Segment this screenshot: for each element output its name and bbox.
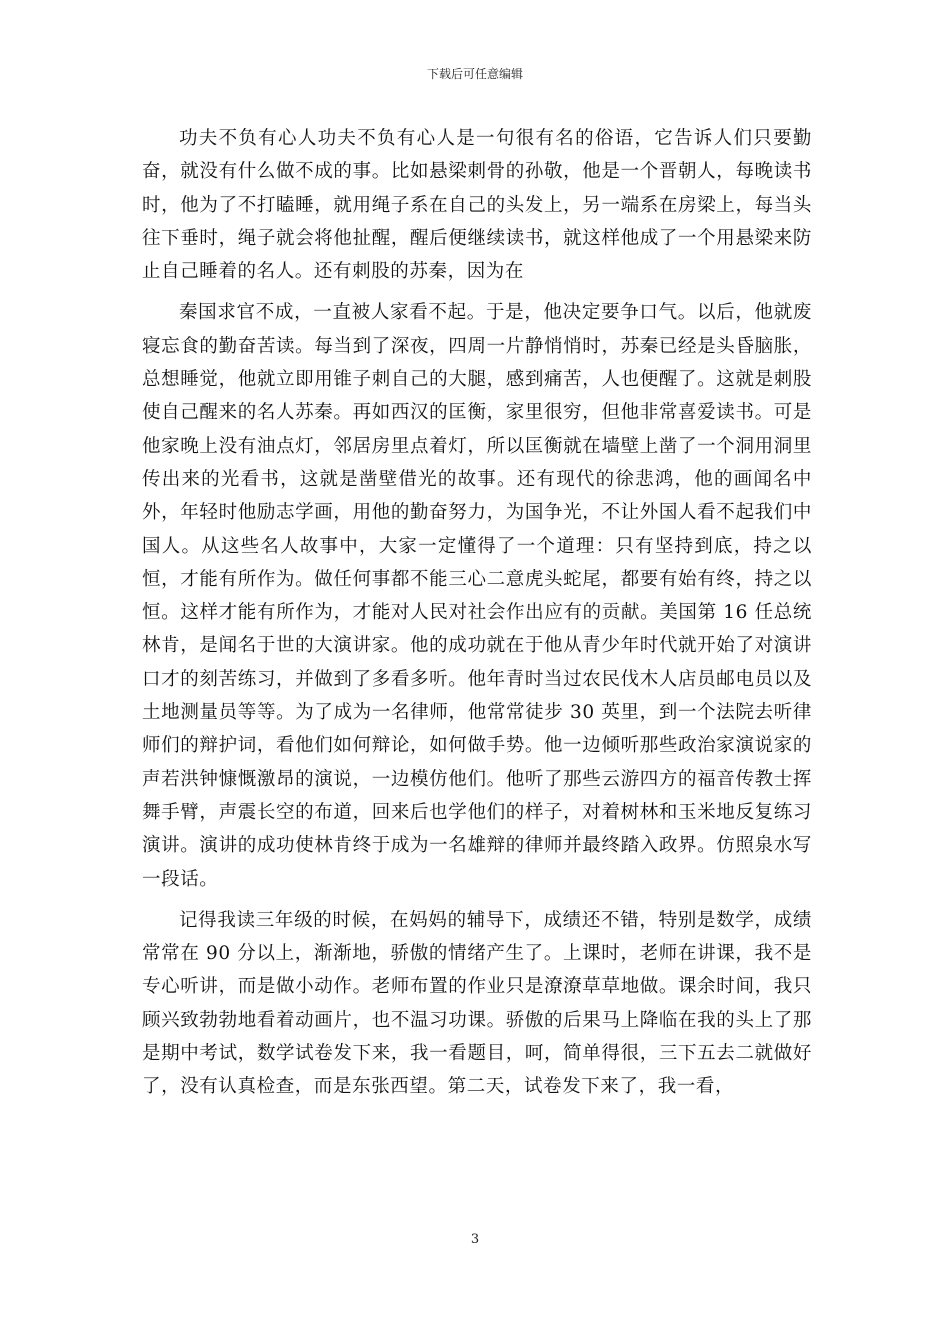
page-number: 3: [470, 1232, 480, 1247]
document-body: [142, 122, 812, 1112]
page-header: 下载后可任意编辑: [426, 67, 523, 81]
paragraph-1: 功夫不负有心人功夫不负有心人是一句很有名的俗语，它告诉人们只要勤奋，就没有什么做不成的事。比如悬梁刺骨的孙敬，他是一个晋朝人，每晚读书时，他为了不打瞌睡，就用绳子系在自己的头发上，另一端系在房梁上，每当头往下垂时，绳子就会将他扯醒，醒后便继续读书，就这样他成了一个用悬梁来防止自己睡着的名人。还有刺股的苏秦，因为在: [142, 128, 812, 283]
paragraph-3: 记得我读三年级的时候，在妈妈的辅导下，成绩还不错，特别是数学，成绩常常在 90 分以上，渐渐地，骄傲的情绪产生了。上课时，老师在讲课，我不是专心听讲，而是做小动作。老师布置的作业只是潦潦草草地做。课余时间，我只顾兴致勃勃地看着动画片，也不温习功课。骄傲的后果马上降临在我的头上了那是期中考试，数学试卷发下来，我一看题目，呵，简单得很，三下五去二就做好了，没有认真检查，而是东张西望。第二天，试卷发下来了，我一看，: [142, 909, 812, 1098]
paragraph-2: 秦国求官不成，一直被人家看不起。于是，他决定要争口气。以后，他就废寝忘食的勤奋苦读。每当到了深夜，四周一片静悄悄时，苏秦已经是头昏脑胀，总想睡觉，他就立即用锥子刺自己的大腿，感到痛苦，人也便醒了。这就是刺股使自己醒来的名人苏秦。再如西汉的匡衡，家里很穷，但他非常喜爱读书。可是他家晚上没有油点灯，邻居房里点着灯，所以匡衡就在墙壁上凿了一个洞用洞里传出来的光看书，这就是凿壁借光的故事。还有现代的徐悲鸿，他的画闻名中外，年轻时他励志学画，用他的勤奋努力，为国争光，不让外国人看不起我们中国人。从这些名人故事中，大家一定懂得了一个道理：只有坚持到底，持之以恒，才能有所作为。做任何事都不能三心二意虎头蛇尾，都要有始有终，持之以恒。这样才能有所作为，才能对人民对社会作出应有的贡献。美国第 16 任总统林肯，是闻名于世的大演讲家。他的成功就在于他从青少年时代就开始了对演讲口才的刻苦练习，并做到了多看多听。他年青时当过农民伐木人店员邮电员以及土地测量员等等。为了成为一名律师，他常常徒步 30 英里，到一个法院去听律师们的辩护词，看他们如何辩论，如何做手势。他一边倾听那些政治家演说家的声若洪钟慷慨激昂的演说，一边模仿他们。他听了那些云游四方的福音传教士挥舞手臂，声震长空的布道，回来后也学他们的样子，对着树林和玉米地反复练习演讲。演讲的成功使林肯终于成为一名雄辩的律师并最终踏入政界。仿照泉水写一段话。: [142, 302, 812, 890]
